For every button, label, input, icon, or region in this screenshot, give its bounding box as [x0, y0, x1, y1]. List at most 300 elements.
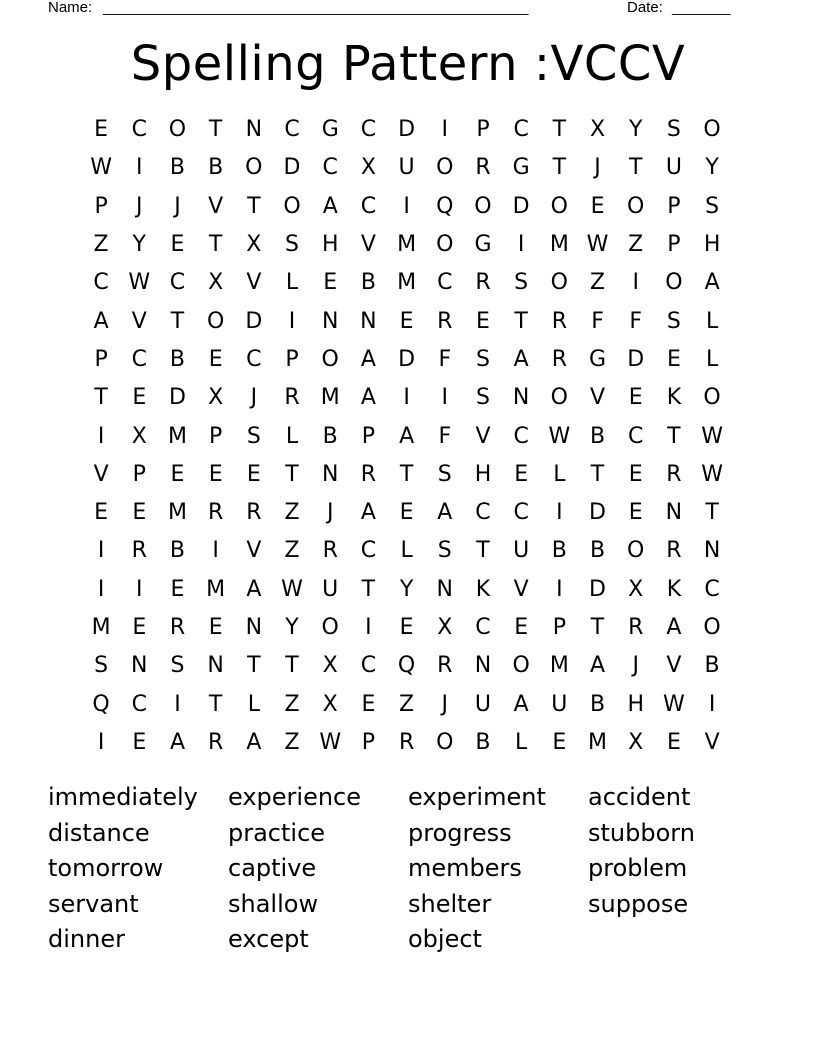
grid-cell[interactable]: R [551, 308, 567, 334]
grid-cell[interactable]: S [246, 423, 261, 449]
grid-cell[interactable]: I [365, 615, 372, 640]
grid-cell[interactable]: O [550, 193, 568, 219]
grid-cell[interactable]: O [245, 155, 263, 181]
grid-cell[interactable]: E [170, 576, 185, 602]
grid-cell[interactable]: X [589, 117, 606, 143]
grid-cell[interactable]: M [206, 576, 226, 602]
grid-cell[interactable]: P [667, 232, 681, 258]
grid-cell[interactable]: H [321, 232, 339, 258]
grid-cell[interactable]: L [515, 729, 528, 755]
grid-cell[interactable]: L [553, 461, 566, 487]
grid-cell[interactable]: J [441, 691, 449, 717]
grid-cell[interactable]: S [437, 461, 452, 487]
grid-cell[interactable]: T [285, 653, 299, 679]
grid-cell[interactable]: P [476, 117, 490, 143]
grid-cell[interactable]: T [590, 461, 605, 487]
grid-cell[interactable]: J [632, 653, 639, 679]
grid-cell[interactable]: W [701, 461, 723, 487]
grid-cell[interactable]: R [284, 385, 300, 411]
grid-cell[interactable]: M [397, 232, 417, 258]
grid-cell[interactable]: V [208, 193, 224, 219]
grid-cell[interactable]: I [708, 691, 716, 717]
grid-cell[interactable]: M [549, 653, 569, 679]
grid-cell[interactable]: E [170, 232, 185, 258]
grid-cell[interactable]: E [132, 729, 147, 755]
grid-cell[interactable]: T [628, 155, 643, 181]
grid-cell[interactable]: O [168, 117, 187, 143]
grid-cell[interactable]: Z [284, 538, 300, 564]
grid-cell[interactable]: S [170, 653, 185, 679]
grid-cell[interactable]: Q [92, 691, 110, 717]
grid-cell[interactable]: C [322, 155, 338, 181]
grid-cell[interactable]: E [208, 615, 223, 640]
grid-cell[interactable]: O [550, 270, 568, 296]
grid-cell[interactable]: C [93, 270, 109, 296]
grid-cell[interactable]: S [475, 385, 490, 411]
grid-cell[interactable]: M [91, 615, 111, 640]
grid-cell[interactable]: C [475, 615, 491, 640]
grid-cell[interactable]: B [589, 538, 606, 564]
grid-cell[interactable]: X [360, 155, 376, 181]
grid-cell[interactable]: T [94, 385, 108, 411]
grid-cell[interactable]: R [208, 729, 224, 755]
grid-cell[interactable]: D [168, 385, 186, 411]
grid-cell[interactable]: C [360, 117, 377, 143]
grid-cell[interactable]: C [628, 423, 644, 449]
grid-cell[interactable]: D [512, 193, 530, 219]
grid-cell[interactable]: A [246, 576, 262, 602]
grid-cell[interactable]: I [441, 117, 449, 143]
grid-cell[interactable]: X [131, 423, 147, 449]
grid-cell[interactable]: C [284, 117, 300, 143]
grid-cell[interactable]: U [398, 155, 415, 181]
grid-cell[interactable]: V [93, 461, 109, 487]
grid-cell[interactable]: E [94, 500, 109, 526]
grid-cell[interactable]: I [556, 576, 563, 602]
grid-cell[interactable]: R [666, 538, 682, 564]
grid-cell[interactable]: V [246, 270, 262, 296]
grid-cell[interactable]: X [437, 615, 453, 640]
grid-cell[interactable]: V [475, 423, 491, 449]
grid-cell[interactable]: D [245, 308, 263, 334]
grid-cell[interactable]: Z [628, 232, 644, 258]
grid-cell[interactable]: F [591, 308, 604, 334]
grid-cell[interactable]: L [400, 538, 413, 564]
grid-cell[interactable]: O [512, 653, 530, 679]
grid-cell[interactable]: M [397, 270, 417, 296]
grid-cell[interactable]: G [512, 155, 530, 181]
grid-cell[interactable]: P [361, 423, 376, 449]
grid-cell[interactable]: L [705, 346, 719, 372]
grid-cell[interactable]: Q [397, 653, 416, 679]
grid-cell[interactable]: A [360, 346, 376, 372]
grid-cell[interactable]: W [281, 576, 303, 602]
grid-cell[interactable]: M [549, 232, 569, 258]
grid-cell[interactable]: Y [285, 615, 299, 640]
grid-cell[interactable]: W [663, 691, 685, 717]
grid-cell[interactable]: E [208, 346, 223, 372]
grid-cell[interactable]: V [513, 576, 529, 602]
grid-cell[interactable]: I [97, 538, 105, 564]
grid-cell[interactable]: O [436, 155, 454, 181]
grid-cell[interactable]: V [131, 308, 147, 334]
grid-cell[interactable]: U [474, 691, 492, 717]
grid-cell[interactable]: B [169, 155, 186, 181]
grid-cell[interactable]: O [703, 385, 721, 411]
grid-cell[interactable]: F [438, 423, 452, 449]
grid-cell[interactable]: H [703, 232, 721, 258]
grid-cell[interactable]: R [437, 308, 453, 334]
grid-cell[interactable]: T [208, 691, 223, 717]
grid-cell[interactable]: Q [436, 193, 454, 219]
grid-cell[interactable]: D [589, 500, 606, 526]
grid-cell[interactable]: U [513, 538, 530, 564]
grid-cell[interactable]: E [666, 346, 681, 372]
grid-cell[interactable]: R [246, 500, 262, 526]
grid-cell[interactable]: R [551, 346, 567, 372]
grid-cell[interactable]: V [590, 385, 606, 411]
grid-cell[interactable]: Z [93, 232, 109, 258]
grid-cell[interactable]: E [132, 385, 147, 411]
grid-cell[interactable]: A [437, 500, 453, 526]
grid-cell[interactable]: C [513, 500, 529, 526]
grid-cell[interactable]: O [321, 615, 339, 640]
grid-cell[interactable]: K [666, 385, 682, 411]
grid-cell[interactable]: L [705, 308, 719, 334]
grid-cell[interactable]: E [514, 615, 529, 640]
grid-cell[interactable]: Z [399, 691, 415, 717]
grid-cell[interactable]: O [703, 117, 721, 143]
grid-cell[interactable]: O [703, 615, 721, 640]
grid-cell[interactable]: X [208, 270, 224, 296]
grid-row [82, 685, 732, 723]
grid-cell[interactable]: I [517, 232, 525, 258]
word-item: stubborn [588, 818, 695, 847]
grid-cell[interactable]: T [170, 308, 185, 334]
grid-cell[interactable]: U [551, 691, 568, 717]
grid-cell[interactable]: O [627, 538, 645, 564]
grid-cell[interactable]: Y [399, 576, 414, 602]
grid-cell[interactable]: R [475, 155, 491, 181]
grid-cell[interactable]: H [474, 461, 492, 487]
grid-cell[interactable]: E [323, 270, 338, 296]
grid-cell[interactable]: C [513, 117, 529, 143]
grid-cell[interactable]: W [319, 729, 342, 755]
grid-cell[interactable]: I [174, 691, 181, 717]
grid-cell[interactable]: C [360, 538, 377, 564]
grid-cell[interactable]: N [474, 653, 492, 679]
grid-cell[interactable]: I [97, 729, 105, 755]
grid-cell[interactable]: M [167, 500, 187, 526]
grid-cell[interactable]: P [94, 346, 108, 372]
grid-cell[interactable]: O [627, 193, 645, 219]
grid-cell[interactable]: D [398, 346, 416, 372]
grid-cell[interactable]: R [437, 653, 453, 679]
grid-cell[interactable]: P [361, 729, 376, 755]
grid-cell[interactable]: X [322, 691, 338, 717]
grid-cell[interactable]: N [245, 615, 263, 640]
grid-cell[interactable]: V [704, 729, 720, 755]
grid-cell[interactable]: N [207, 653, 224, 679]
grid-cell[interactable]: Z [589, 270, 606, 296]
grid-cell[interactable]: R [208, 500, 224, 526]
grid-cell[interactable]: I [403, 193, 410, 219]
grid-cell[interactable]: I [441, 385, 449, 411]
grid-cell[interactable]: N [321, 461, 339, 487]
grid-cell[interactable]: S [514, 270, 529, 296]
grid-cell[interactable]: D [283, 155, 301, 181]
grid-cell[interactable]: N [321, 308, 339, 334]
word-item: shelter [408, 889, 492, 918]
grid-cell[interactable]: P [552, 615, 566, 640]
grid-cell[interactable]: C [513, 423, 529, 449]
grid-cell[interactable]: X [628, 729, 644, 755]
grid-cell[interactable]: T [208, 232, 223, 258]
grid-cell[interactable]: T [667, 423, 681, 449]
grid-cell[interactable]: H [627, 691, 644, 717]
grid-cell[interactable]: O [474, 193, 492, 219]
grid-cell[interactable]: F [629, 308, 643, 334]
grid-cell[interactable]: T [552, 155, 567, 181]
grid-cell[interactable]: I [556, 500, 563, 526]
grid-cell[interactable]: I [136, 155, 143, 181]
grid-cell[interactable]: E [399, 615, 414, 640]
grid-cell[interactable]: L [285, 270, 299, 296]
grid-cell[interactable]: F [438, 346, 452, 372]
grid-cell[interactable]: L [285, 423, 299, 449]
grid-cell[interactable]: A [513, 346, 529, 372]
grid-cell[interactable]: T [361, 576, 376, 602]
grid-cell[interactable]: E [132, 500, 147, 526]
grid-cell[interactable]: Z [284, 729, 300, 755]
grid-cell[interactable]: U [665, 155, 682, 181]
grid-cell[interactable]: E [628, 461, 643, 487]
word-column [228, 781, 408, 959]
grid-cell[interactable]: V [246, 538, 262, 564]
grid-cell[interactable]: P [209, 423, 223, 449]
grid-cell[interactable]: B [169, 538, 186, 564]
grid-cell[interactable]: A [93, 308, 109, 334]
grid-cell[interactable]: C [704, 576, 720, 602]
grid-cell[interactable]: T [590, 615, 605, 640]
grid-cell[interactable]: M [588, 729, 608, 755]
grid-cell[interactable]: L [247, 691, 260, 717]
grid-cell[interactable]: T [476, 538, 490, 564]
grid-cell[interactable]: E [399, 500, 414, 526]
grid-cell[interactable]: B [551, 538, 567, 564]
grid-cell[interactable]: P [667, 193, 681, 219]
grid-cell[interactable]: W [586, 232, 609, 258]
grid-cell[interactable]: C [131, 346, 147, 372]
grid-cell[interactable]: T [552, 117, 567, 143]
grid-cell[interactable]: R [360, 461, 377, 487]
grid-cell[interactable]: B [360, 270, 376, 296]
grid-cell[interactable]: A [246, 729, 262, 755]
grid-cell[interactable]: N [703, 538, 721, 564]
grid-cell[interactable]: S [705, 193, 720, 219]
grid-cell[interactable]: C [475, 500, 491, 526]
grid-cell[interactable]: O [436, 232, 454, 258]
grid-cell[interactable]: N [131, 653, 148, 679]
grid-cell[interactable]: B [208, 155, 224, 181]
grid-cell[interactable]: E [170, 461, 185, 487]
grid-row [82, 647, 732, 685]
grid-cell[interactable]: T [208, 117, 223, 143]
grid-cell[interactable]: C [169, 270, 186, 296]
grid-cell[interactable]: M [320, 385, 340, 411]
grid-cell[interactable]: T [399, 461, 414, 487]
grid-cell[interactable]: C [246, 346, 262, 372]
grid-cell[interactable]: E [628, 385, 643, 411]
grid-cell[interactable]: C [360, 193, 377, 219]
grid-row [82, 494, 732, 532]
grid-cell[interactable]: E [132, 615, 147, 640]
grid-cell[interactable]: X [322, 653, 338, 679]
grid-cell[interactable]: I [212, 538, 219, 564]
grid-cell[interactable]: B [322, 423, 338, 449]
grid-cell[interactable]: E [208, 461, 223, 487]
grid-cell[interactable]: N [436, 576, 454, 602]
grid-cell[interactable]: S [666, 117, 681, 143]
date-field[interactable]: _______ [672, 0, 731, 16]
grid-cell[interactable]: E [514, 461, 529, 487]
grid-cell[interactable]: N [360, 308, 377, 334]
grid-cell[interactable]: O [321, 346, 339, 372]
grid-cell[interactable]: Y [705, 155, 719, 181]
grid-cell[interactable]: P [94, 193, 108, 219]
grid-cell[interactable]: J [174, 193, 181, 219]
grid-cell[interactable]: V [666, 653, 682, 679]
grid-cell[interactable]: R [666, 461, 682, 487]
grid-cell[interactable]: P [285, 346, 299, 372]
grid-cell[interactable]: B [704, 653, 720, 679]
grid-cell[interactable]: J [136, 193, 143, 219]
grid-cell[interactable]: G [589, 346, 607, 372]
grid-cell[interactable]: S [666, 308, 681, 334]
grid-cell[interactable]: A [322, 193, 338, 219]
grid-cell[interactable]: Y [132, 232, 146, 258]
grid-cell[interactable]: A [666, 615, 682, 640]
grid-cell[interactable]: E [476, 308, 490, 334]
grid-cell[interactable]: X [628, 576, 644, 602]
grid-cell[interactable]: R [628, 615, 644, 640]
grid-cell[interactable]: Y [628, 117, 643, 143]
grid-row [82, 456, 732, 494]
grid-cell[interactable]: B [589, 691, 606, 717]
grid-cell[interactable]: E [628, 500, 643, 526]
grid-cell[interactable]: A [590, 653, 606, 679]
grid-cell[interactable]: N [245, 117, 263, 143]
grid-cell[interactable]: T [285, 461, 299, 487]
grid-cell[interactable]: N [512, 385, 530, 411]
grid-cell[interactable]: D [589, 576, 606, 602]
grid-cell[interactable]: A [360, 500, 376, 526]
grid-cell[interactable]: I [632, 270, 639, 296]
grid-cell[interactable]: U [322, 576, 339, 602]
grid-cell[interactable]: W [128, 270, 151, 296]
grid-cell[interactable]: E [361, 691, 376, 717]
grid-cell[interactable]: X [246, 232, 262, 258]
grid-cell[interactable]: R [169, 615, 186, 640]
grid-cell[interactable]: E [246, 461, 261, 487]
grid-cell[interactable]: B [589, 423, 606, 449]
name-field[interactable]: ___________________________________________________ [103, 0, 529, 16]
grid-cell[interactable]: S [475, 346, 490, 372]
grid-cell[interactable]: T [247, 193, 261, 219]
grid-cell[interactable]: R [475, 270, 491, 296]
grid-cell[interactable]: B [475, 729, 491, 755]
grid-cell[interactable]: S [437, 538, 452, 564]
grid-cell[interactable]: A [399, 423, 415, 449]
grid-cell[interactable]: Z [284, 691, 300, 717]
grid-cell[interactable]: K [475, 576, 491, 602]
grid-cell[interactable]: S [94, 653, 109, 679]
grid-cell[interactable]: N [665, 500, 683, 526]
grid-cell[interactable]: A [704, 270, 720, 296]
grid-cell[interactable]: D [627, 346, 645, 372]
grid-cell[interactable]: J [326, 500, 334, 526]
grid-cell[interactable]: A [513, 691, 529, 717]
grid-cell[interactable]: I [97, 576, 105, 602]
grid-cell[interactable]: P [132, 461, 146, 487]
grid-cell[interactable]: X [208, 385, 224, 411]
grid-cell[interactable]: C [131, 691, 147, 717]
grid-cell[interactable]: E [94, 117, 109, 143]
grid-cell[interactable]: E [399, 308, 414, 334]
grid-cell[interactable]: W [90, 155, 112, 181]
grid-cell[interactable]: J [250, 385, 258, 411]
grid-cell[interactable]: O [283, 193, 301, 219]
grid-cell[interactable]: S [285, 232, 300, 258]
grid-cell[interactable]: R [131, 538, 147, 564]
grid-cell[interactable]: R [322, 538, 338, 564]
grid-cell[interactable]: A [360, 385, 376, 411]
grid-cell[interactable]: T [247, 653, 261, 679]
grid-cell[interactable]: G [321, 117, 339, 143]
grid-cell[interactable]: A [169, 729, 185, 755]
word-item: captive [228, 854, 317, 882]
grid-cell[interactable]: E [666, 729, 681, 755]
grid-cell[interactable]: M [167, 423, 187, 449]
grid-cell[interactable]: C [360, 653, 377, 679]
grid-cell[interactable]: I [403, 385, 410, 411]
grid-cell[interactable]: O [665, 270, 683, 296]
grid-cell[interactable]: T [514, 308, 528, 334]
grid-cell[interactable]: C [131, 117, 147, 143]
grid-cell[interactable]: D [398, 117, 416, 143]
grid-cell[interactable]: E [590, 193, 605, 219]
grid-cell[interactable]: I [97, 423, 105, 449]
grid-cell[interactable]: J [594, 155, 601, 181]
grid-cell[interactable]: W [701, 423, 723, 449]
grid-cell[interactable]: Z [284, 500, 300, 526]
grid-cell[interactable]: I [136, 576, 143, 602]
grid-cell[interactable]: O [550, 385, 568, 411]
grid-cell[interactable]: T [705, 500, 719, 526]
grid-cell[interactable]: B [169, 346, 186, 372]
grid-cell[interactable]: W [548, 423, 571, 449]
grid-cell[interactable]: E [552, 729, 567, 755]
grid-cell[interactable]: K [666, 576, 682, 602]
grid-cell[interactable]: R [398, 729, 415, 755]
word-item: members [408, 854, 522, 882]
grid-cell[interactable]: O [206, 308, 225, 334]
grid-cell[interactable]: G [474, 232, 492, 258]
grid-cell[interactable]: V [360, 232, 376, 258]
grid-cell[interactable]: O [436, 729, 454, 755]
grid-cell[interactable]: I [288, 308, 296, 334]
grid-cell[interactable]: C [437, 270, 453, 296]
